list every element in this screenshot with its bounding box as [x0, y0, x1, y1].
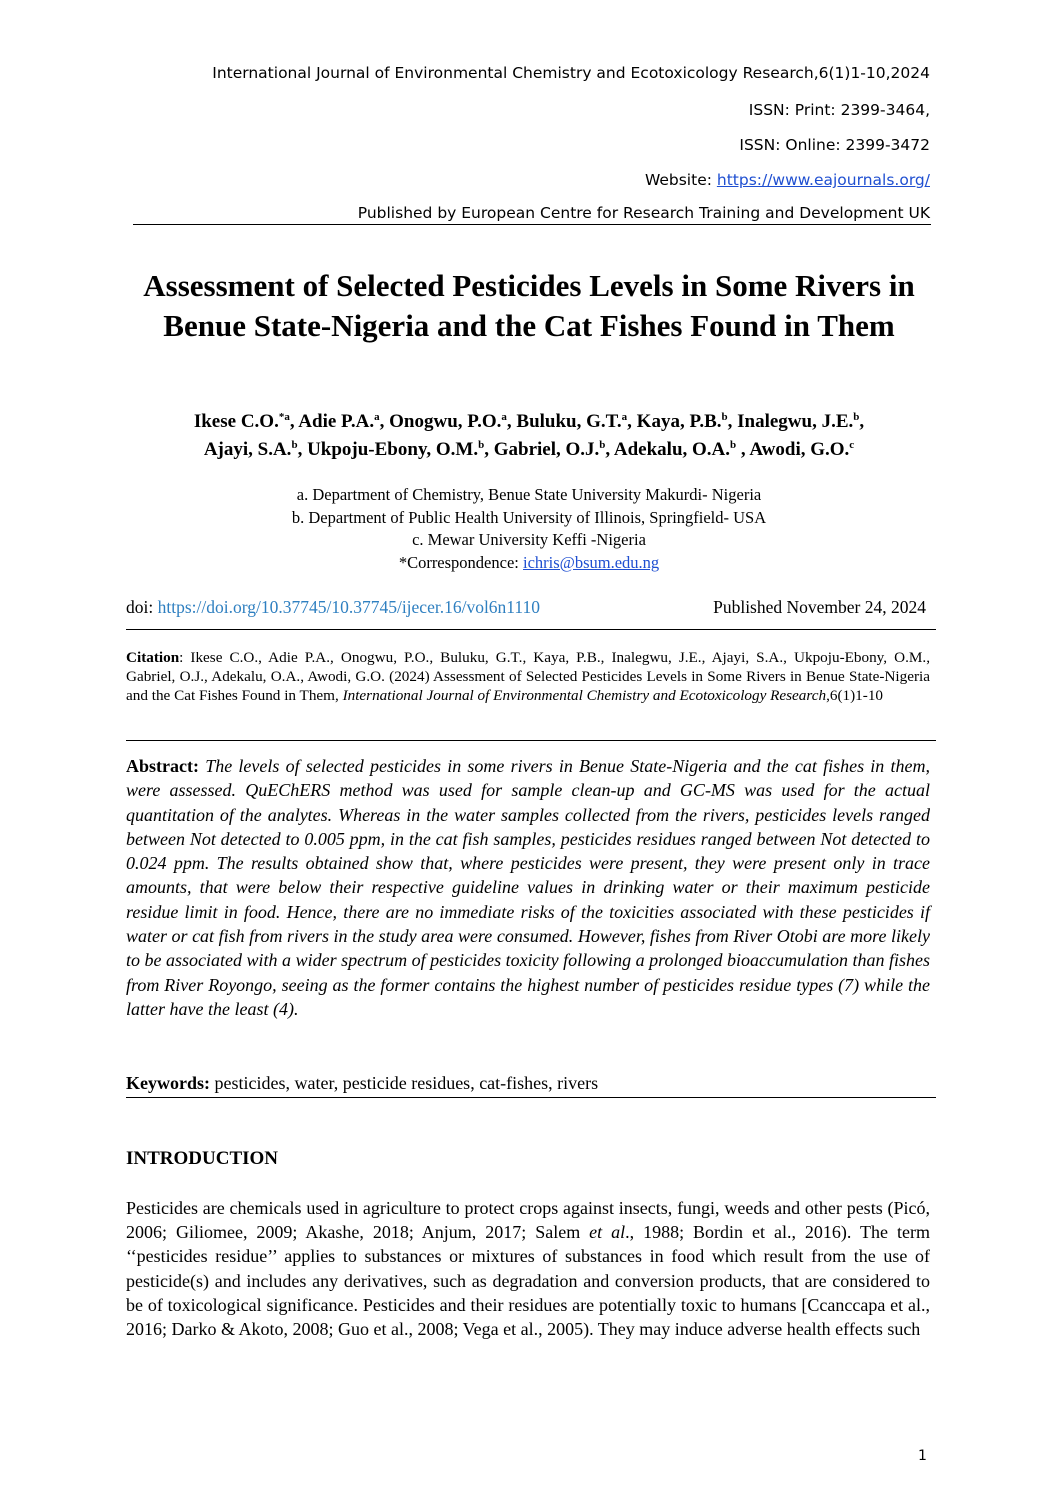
- author-affiliation-mark: a: [501, 411, 507, 423]
- doi-divider: [126, 629, 936, 630]
- header-divider: [133, 224, 931, 225]
- abstract: [126, 754, 930, 1021]
- affiliations: [100, 484, 958, 574]
- author-name: Kaya, P.B.: [636, 411, 722, 432]
- affiliation-b: b. Department of Public Health University of Illinois, Springfield- USA: [291, 507, 767, 527]
- page-number: 1: [918, 1448, 927, 1464]
- author-name: Adie P.A.: [298, 411, 375, 432]
- author-affiliation-mark: b: [599, 439, 606, 451]
- abstract-text: The levels of selected pesticides in some rivers in Benue State-Nigeria and the cat fishes in them, were assessed. QuEChERS method was used for sample clean-up and GC-MS was used for the actual quantitation of the analytes. Whereas in the water samples collected from the rivers, pesticides levels ranged between Not detected to 0.005 ppm, in the cat fish samples, pesticides residues ranged between Not detected to 0.024 ppm. The results obtained show that, where pesticides were present, they were present only in trace amounts, that were below their respective guideline values in drinking water or their maximum pesticide residue limit in food. Hence, there are no immediate risks of the toxicities associated with these pesticides if water or cat fish from rivers in the study area were consumed. However, fishes from River Otobi are more likely to be associated with a wider spectrum of pesticides toxicity following a prolonged bioaccumulation than fishes from River Royongo, seeing as the former contains the highest number of pesticides residue types (7) while the latter have the least (4).: [126, 756, 930, 1019]
- keywords: [126, 1073, 936, 1094]
- journal-header: International Journal of Environmental Chemistry and Ecotoxicology Research,6(1)1-10,2024: [212, 64, 930, 82]
- affiliation-c: c. Mewar University Keffi -Nigeria: [412, 530, 646, 549]
- issn-online: ISSN: Online: 2399-3472: [739, 136, 930, 154]
- author-affiliation-mark: b: [721, 411, 728, 423]
- paper-title: Assessment of Selected Pesticides Levels in Some Rivers in Benue State-Nigeria and the Cat Fishes Found in Them: [143, 268, 915, 343]
- author-name: Ukpoju-Ebony, O.M.: [307, 439, 479, 460]
- doi-line: [126, 597, 926, 618]
- issn-print: ISSN: Print: 2399-3464,: [748, 101, 930, 119]
- author-affiliation-mark: a: [374, 411, 380, 423]
- affiliation-a: a. Department of Chemistry, Benue State University Makurdi- Nigeria: [296, 485, 762, 504]
- intro-text-1: Pesticides are chemicals used in agriculture to protect crops against insects, fungi, weeds and other pests (Picó, 2006; Giliomee, 2009; Akashe, 2018; Anjum, 2017; Salem: [126, 1198, 930, 1243]
- website-line: [645, 171, 930, 189]
- author-name: Gabriel, O.J.: [493, 439, 600, 460]
- correspondence-label: *Correspondence:: [398, 552, 523, 572]
- author-name: Onogwu, P.O.: [389, 411, 502, 432]
- citation-label: Citation: [126, 649, 180, 666]
- citation-divider: [126, 740, 936, 741]
- author-affiliation-mark: b: [853, 411, 860, 423]
- intro-etal: et al: [589, 1222, 626, 1243]
- citation: [126, 648, 930, 705]
- author-separator: ,: [379, 411, 390, 432]
- author-separator: ,: [289, 411, 299, 432]
- author-separator: ,: [297, 439, 308, 460]
- author-affiliation-mark: b: [478, 439, 485, 451]
- citation-volume: ,6(1)1-10: [826, 687, 884, 704]
- author-name: Awodi, G.O.: [749, 439, 850, 460]
- author-separator: ,: [484, 439, 494, 460]
- publisher-line: Published by European Centre for Research Training and Development UK: [357, 204, 930, 222]
- website-link[interactable]: https://www.eajournals.org/: [716, 171, 930, 189]
- author-separator: ,: [736, 439, 750, 460]
- author-name: Adekalu, O.A.: [613, 439, 731, 460]
- author-list: [100, 408, 958, 464]
- author-name: Ajayi, S.A.: [203, 439, 292, 460]
- doi-label: doi:: [126, 597, 158, 617]
- introduction-paragraph: [126, 1196, 930, 1341]
- keywords-divider: [126, 1097, 936, 1098]
- author-affiliation-mark: *a: [278, 411, 290, 423]
- author-name: Buluku, G.T.: [516, 411, 622, 432]
- author-affiliation-mark: c: [849, 439, 855, 451]
- published-date: Published November 24, 2024: [713, 597, 926, 617]
- keywords-label: Keywords:: [126, 1073, 210, 1093]
- keywords-text: pesticides, water, pesticide residues, cat-fishes, rivers: [210, 1073, 599, 1093]
- author-affiliation-mark: a: [621, 411, 628, 423]
- author-separator: ,: [859, 411, 865, 432]
- author-separator: ,: [605, 439, 614, 460]
- author-separator: ,: [627, 411, 637, 432]
- doi-link[interactable]: https://doi.org/10.37745/10.37745/ijecer.16/vol6n1110: [157, 597, 541, 617]
- citation-journal: International Journal of Environmental Chemistry and Ecotoxicology Research: [342, 687, 827, 704]
- author-affiliation-mark: b: [291, 439, 298, 451]
- citation-text: : Ikese C.O., Adie P.A., Onogwu, P.O., Buluku, G.T., Kaya, P.B., Inalegwu, J.E., Ajayi, S.A., Ukpoju-Ebony, O.M., Gabriel, O.J., Adekalu, O.A., Awodi, G.O. (2024) Assessment of Selected Pesticides Levels in Some Rivers in Benue State-Nigeria and the Cat Fishes Found in Them,: [126, 649, 930, 704]
- correspondence: [100, 552, 958, 575]
- correspondence-email-link[interactable]: ichris@bsum.edu.ng: [522, 552, 660, 572]
- author-separator: ,: [506, 411, 517, 432]
- abstract-label: Abstract:: [126, 756, 199, 776]
- website-label: Website:: [644, 171, 717, 189]
- author-name: Inalegwu, J.E.: [737, 411, 854, 432]
- author-name: Ikese C.O.: [193, 411, 279, 432]
- introduction-heading: INTRODUCTION: [126, 1148, 279, 1169]
- intro-text-2: ., 1988; Bordin et al., 2016). The term ‘‘pesticides residue’’ applies to substances or mixtures of substances in food which result from the use of pesticide(s) and includes any derivatives, such as degradation and conversion products, that are considered to be of toxicological significance. Pesticides and their residues are potentially toxic to humans [Ccanccapa et al., 2016; Darko & Akoto, 2008; Guo et al., 2008; Vega et al., 2005). They may induce adverse health effects such: [126, 1222, 930, 1340]
- author-affiliation-mark: b: [730, 439, 737, 451]
- author-separator: ,: [727, 411, 738, 432]
